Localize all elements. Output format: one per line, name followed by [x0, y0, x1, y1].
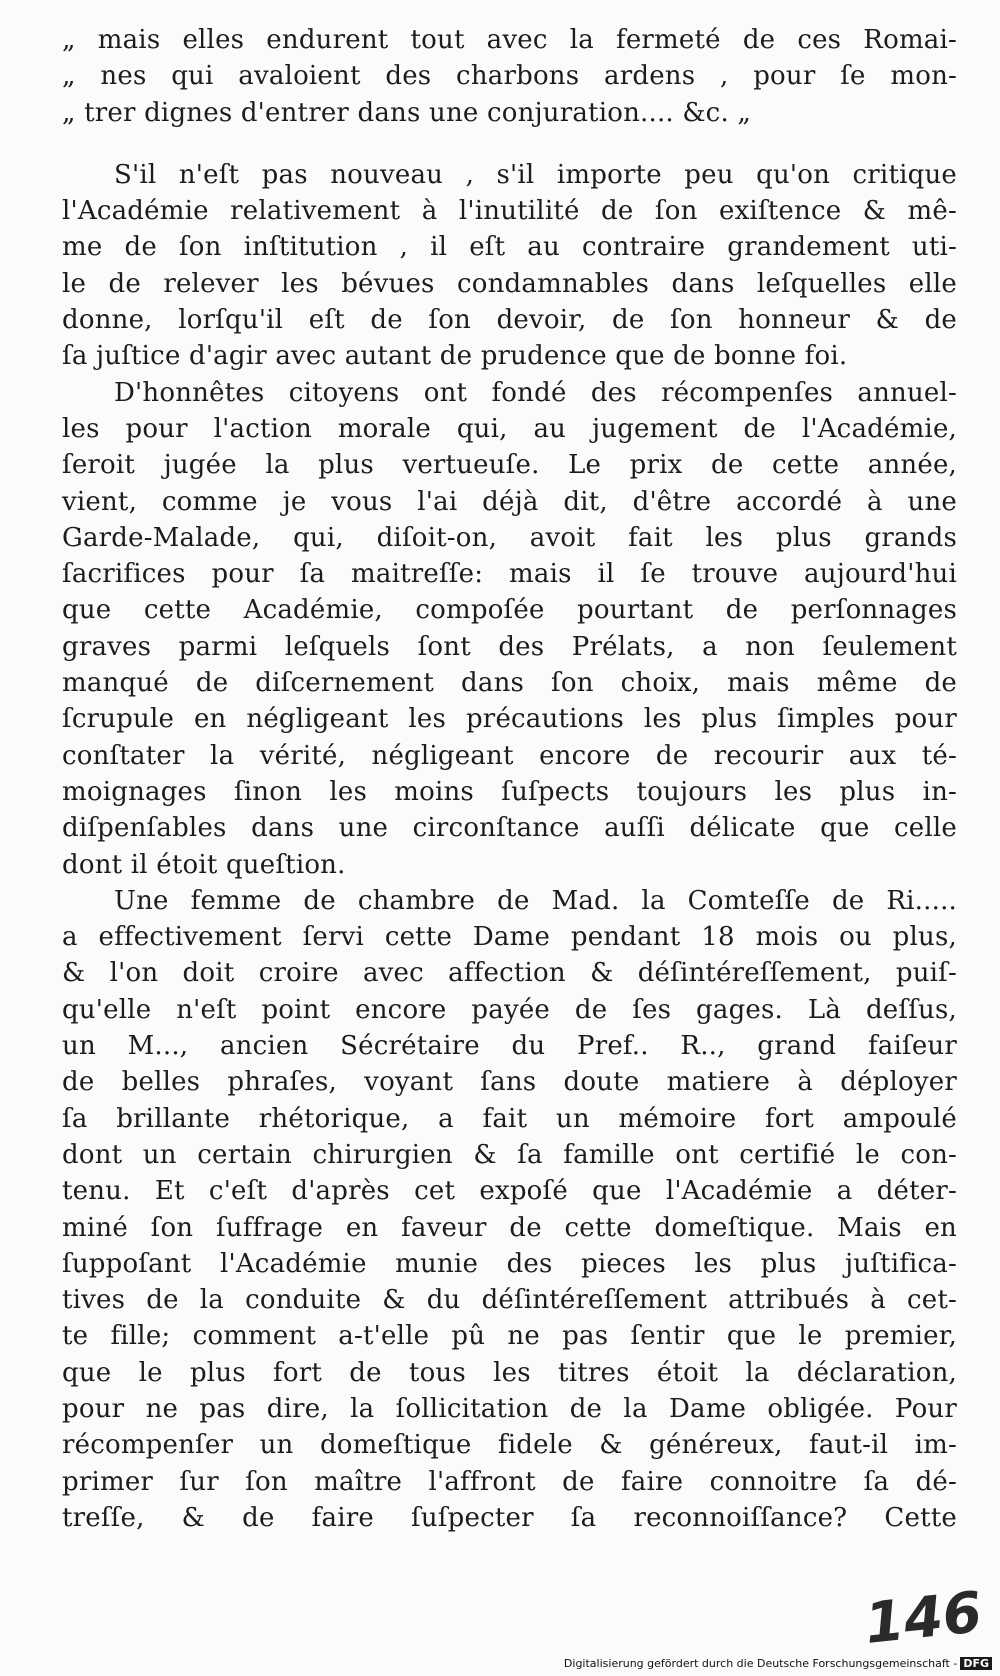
- text-line: tenu. Et c'eſt d'après cet expoſé que l'Académie a déter-: [62, 1176, 957, 1207]
- text-line: graves parmi leſquels ſont des Prélats, a non ſeulement: [62, 631, 957, 662]
- text-line: diſpenſables dans une circonſtance auſſi délicate que celle: [62, 813, 957, 844]
- text-line: un M..., ancien Sécrétaire du Pref.. R.., grand faiſeur: [62, 1031, 957, 1062]
- text-line: Garde-Malade, qui, diſoit-on, avoit fait les plus grands: [62, 522, 957, 553]
- text-line: treſſe, & de faire ſuſpecter ſa reconnoiſſance? Cette: [62, 1502, 957, 1533]
- text-line: „ trer dignes d'entrer dans une conjuration.... &c. „: [62, 97, 752, 128]
- text-line: donne, lorſqu'il eſt de ſon devoir, de ſon honneur & de: [62, 305, 957, 336]
- text-line: a effectivement ſervi cette Dame pendant 18 mois ou plus,: [62, 922, 957, 953]
- text-line: „ mais elles endurent tout avec la fermeté de ces Romai-: [62, 25, 957, 55]
- text-line: conſtater la vérité, négligeant encore de recourir aux té-: [62, 740, 957, 771]
- text-line: S'il n'eſt pas nouveau , s'il importe peu qu'on critique: [114, 159, 957, 190]
- text-line: dont un certain chirurgien & ſa famille ont certifié le con-: [62, 1139, 957, 1170]
- text-line: D'honnêtes citoyens ont fondé des récompenſes annuel-: [114, 377, 957, 408]
- text-line: vient, comme je vous l'ai déjà dit, d'être accordé à une: [62, 486, 957, 517]
- text-line: me de ſon inſtitution , il eſt au contraire grandement uti-: [62, 232, 957, 263]
- text-line: les pour l'action morale qui, au jugement de l'Académie,: [62, 413, 957, 444]
- text-line: ſa brillante rhétorique, a fait un mémoire fort ampoulé: [62, 1103, 957, 1134]
- text-line: & l'on doit croire avec affection & déſintéreſſement, puiſ-: [62, 958, 957, 989]
- text-line: ſcrupule en négligeant les précautions les plus ſimples pour: [62, 704, 957, 735]
- text-line: ſa juſtice d'agir avec autant de prudence que de bonne foi.: [62, 341, 848, 372]
- text-line: Une femme de chambre de Mad. la Comteſſe de Ri.....: [114, 885, 957, 916]
- text-line: „ nes qui avaloient des charbons ardens , pour ſe mon-: [62, 61, 957, 92]
- footer-text: Digitalisierung gefördert durch die Deutsche Forschungsgemeinschaft -: [563, 1657, 958, 1670]
- body-text: [62, 22, 957, 1536]
- text-line: que cette Académie, compoſée pourtant de perſonnages: [62, 595, 957, 626]
- text-line: de belles phraſes, voyant ſans doute matiere à déployer: [62, 1067, 957, 1098]
- text-line: manqué de diſcernement dans ſon choix, mais même de: [62, 668, 957, 699]
- text-line: qu'elle n'eſt point encore payée de ſes gages. Là deſſus,: [62, 994, 957, 1025]
- page-number: 146: [862, 1580, 986, 1657]
- digitization-footer: [564, 1657, 992, 1670]
- text-line: moignages ſinon les moins ſuſpects toujours les plus in-: [62, 776, 957, 807]
- text-line: ſeroit jugée la plus vertueuſe. Le prix de cette année,: [62, 450, 957, 481]
- text-line: primer ſur ſon maître l'affront de faire connoitre ſa dé-: [62, 1466, 957, 1497]
- text-line: l'Académie relativement à l'inutilité de ſon exiſtence & mê-: [62, 196, 957, 227]
- text-line: récompenſer un domeſtique fidele & généreux, faut-il im-: [62, 1430, 957, 1461]
- text-line: ſuppoſant l'Académie munie des pieces les plus juſtifica-: [62, 1248, 957, 1279]
- dfg-logo: DFG: [960, 1657, 992, 1670]
- text-line: te fille; comment a-t'elle pû ne pas ſentir que le premier,: [62, 1321, 957, 1352]
- text-line: miné ſon ſuffrage en faveur de cette domeſtique. Mais en: [62, 1212, 957, 1243]
- text-line: que le plus fort de tous les titres étoit la déclaration,: [62, 1357, 957, 1388]
- text-line: dont il étoit queſtion.: [62, 849, 346, 880]
- text-line: tives de la conduite & du déſintéreſſement attribués à cet-: [62, 1285, 957, 1316]
- text-line: pour ne pas dire, la ſollicitation de la Dame obligée. Pour: [62, 1393, 957, 1424]
- text-line: ſacrifices pour ſa maitreſſe: mais il ſe trouve aujourd'hui: [62, 559, 957, 590]
- text-line: le de relever les bévues condamnables dans leſquelles elle: [62, 268, 957, 299]
